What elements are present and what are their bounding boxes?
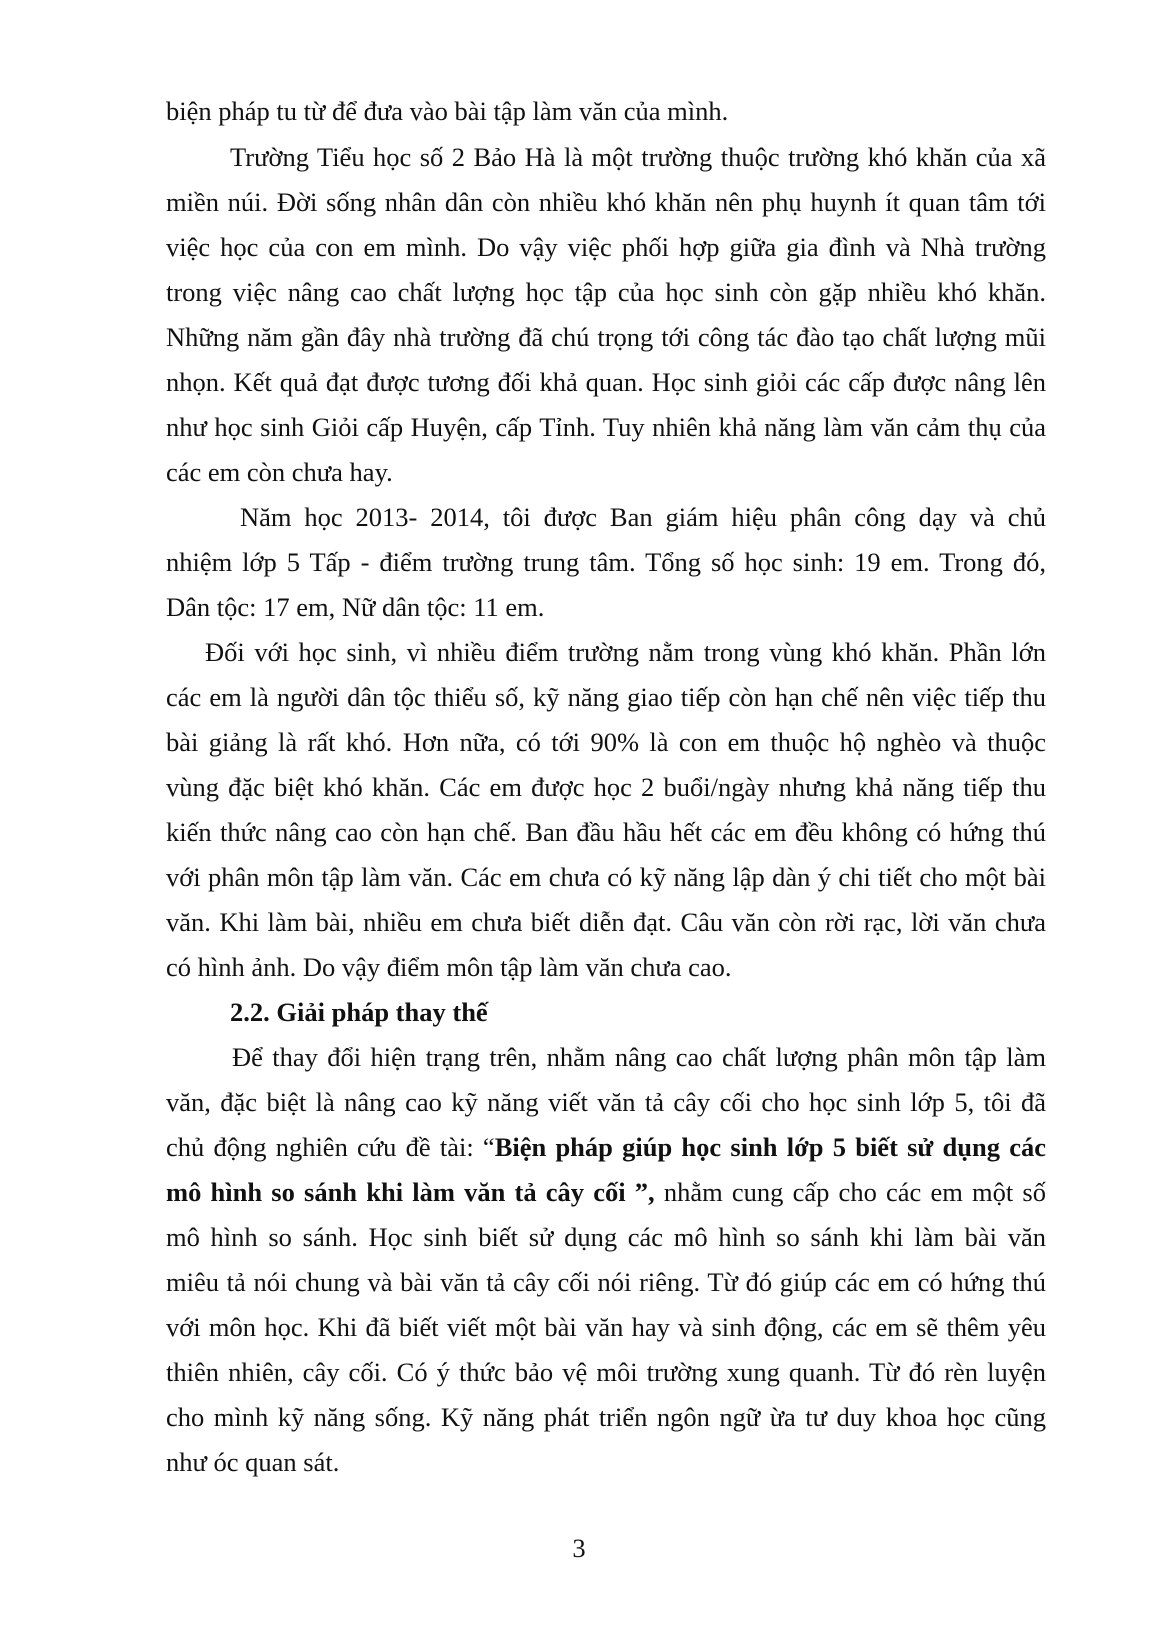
paragraph-line: văn, đặc biệt là nâng cao kỹ năng viết văn tả cây cối cho học sinh lớp 5, tôi đã: [166, 1087, 1046, 1117]
paragraph-line: có hình ảnh. Do vậy điểm môn tập làm văn chưa cao.: [166, 952, 732, 982]
paragraph-line: văn. Khi làm bài, nhiều em chưa biết diễn đạt. Câu văn còn rời rạc, lời văn chưa: [166, 907, 1046, 937]
paragraph-line: [166, 1172, 1046, 1212]
paragraph-line: miền núi. Đời sống nhân dân còn nhiều khó khăn nên phụ huynh ít quan tâm tới: [166, 187, 1046, 217]
topic-title: Biện pháp giúp học sinh lớp 5 biết sử dụng các: [494, 1132, 1046, 1162]
text-run: nhằm cung cấp cho các em một số: [654, 1177, 1046, 1207]
topic-title: mô hình so sánh khi làm văn tả cây cối ”,: [166, 1177, 655, 1207]
paragraph-line: với phân môn tập làm văn. Các em chưa có kỹ năng lập dàn ý chi tiết cho một bài: [166, 862, 1046, 892]
paragraph-line: thiên nhiên, cây cối. Có ý thức bảo vệ môi trường xung quanh. Từ đó rèn luyện: [166, 1357, 1046, 1387]
paragraph-line: các em là người dân tộc thiểu số, kỹ năng giao tiếp còn hạn chế nên việc tiếp thu: [166, 682, 1046, 712]
text-run: chủ động nghiên cứu đề tài: “: [166, 1132, 495, 1162]
page-number: 3: [572, 1533, 586, 1563]
paragraph-line: với môn học. Khi đã biết viết một bài văn hay và sinh động, các em sẽ thêm yêu: [166, 1312, 1046, 1342]
paragraph-line: [166, 1127, 1046, 1167]
section-heading: 2.2. Giải pháp thay thế: [230, 997, 488, 1027]
paragraph-line: Dân tộc: 17 em, Nữ dân tộc: 11 em.: [166, 592, 545, 622]
paragraph-line: các em còn chưa hay.: [166, 457, 393, 487]
paragraph-line: như óc quan sát.: [166, 1447, 340, 1477]
paragraph-line: trong việc nâng cao chất lượng học tập của học sinh còn gặp nhiều khó khăn.: [166, 277, 1046, 307]
paragraph-line: biện pháp tu từ để đưa vào bài tập làm văn của mình.: [166, 96, 729, 126]
paragraph-line: Đối với học sinh, vì nhiều điểm trường nằm trong vùng khó khăn. Phần lớn: [205, 637, 1046, 667]
paragraph-line: mô hình so sánh. Học sinh biết sử dụng các mô hình so sánh khi làm bài văn: [166, 1222, 1046, 1252]
paragraph-line: Để thay đổi hiện trạng trên, nhằm nâng cao chất lượng phân môn tập làm: [232, 1042, 1046, 1072]
paragraph-line: nhiệm lớp 5 Tấp - điểm trường trung tâm. Tổng số học sinh: 19 em. Trong đó,: [166, 547, 1046, 577]
paragraph-line: miêu tả nói chung và bài văn tả cây cối nói riêng. Từ đó giúp các em có hứng thú: [166, 1267, 1046, 1297]
paragraph-line: Năm học 2013- 2014, tôi được Ban giám hiệu phân công dạy và chủ: [240, 502, 1046, 532]
paragraph-line: bài giảng là rất khó. Hơn nữa, có tới 90% là con em thuộc hộ nghèo và thuộc: [166, 727, 1046, 757]
paragraph-line: nhọn. Kết quả đạt được tương đối khả quan. Học sinh giỏi các cấp được nâng lên: [166, 367, 1046, 397]
paragraph-line: kiến thức nâng cao còn hạn chế. Ban đầu hầu hết các em đều không có hứng thú: [166, 817, 1046, 847]
paragraph-line: việc học của con em mình. Do vậy việc phối hợp giữa gia đình và Nhà trường: [166, 232, 1046, 262]
paragraph-line: như học sinh Giỏi cấp Huyện, cấp Tỉnh. Tuy nhiên khả năng làm văn cảm thụ của: [166, 412, 1046, 442]
paragraph-line: cho mình kỹ năng sống. Kỹ năng phát triển ngôn ngữ ừa tư duy khoa học cũng: [166, 1402, 1046, 1432]
paragraph-line: vùng đặc biệt khó khăn. Các em được học 2 buổi/ngày nhưng khả năng tiếp thu: [166, 772, 1046, 802]
paragraph-line: Những năm gần đây nhà trường đã chú trọng tới công tác đào tạo chất lượng mũi: [166, 322, 1046, 352]
paragraph-line: Trường Tiểu học số 2 Bảo Hà là một trường thuộc trường khó khăn của xã: [230, 142, 1046, 172]
